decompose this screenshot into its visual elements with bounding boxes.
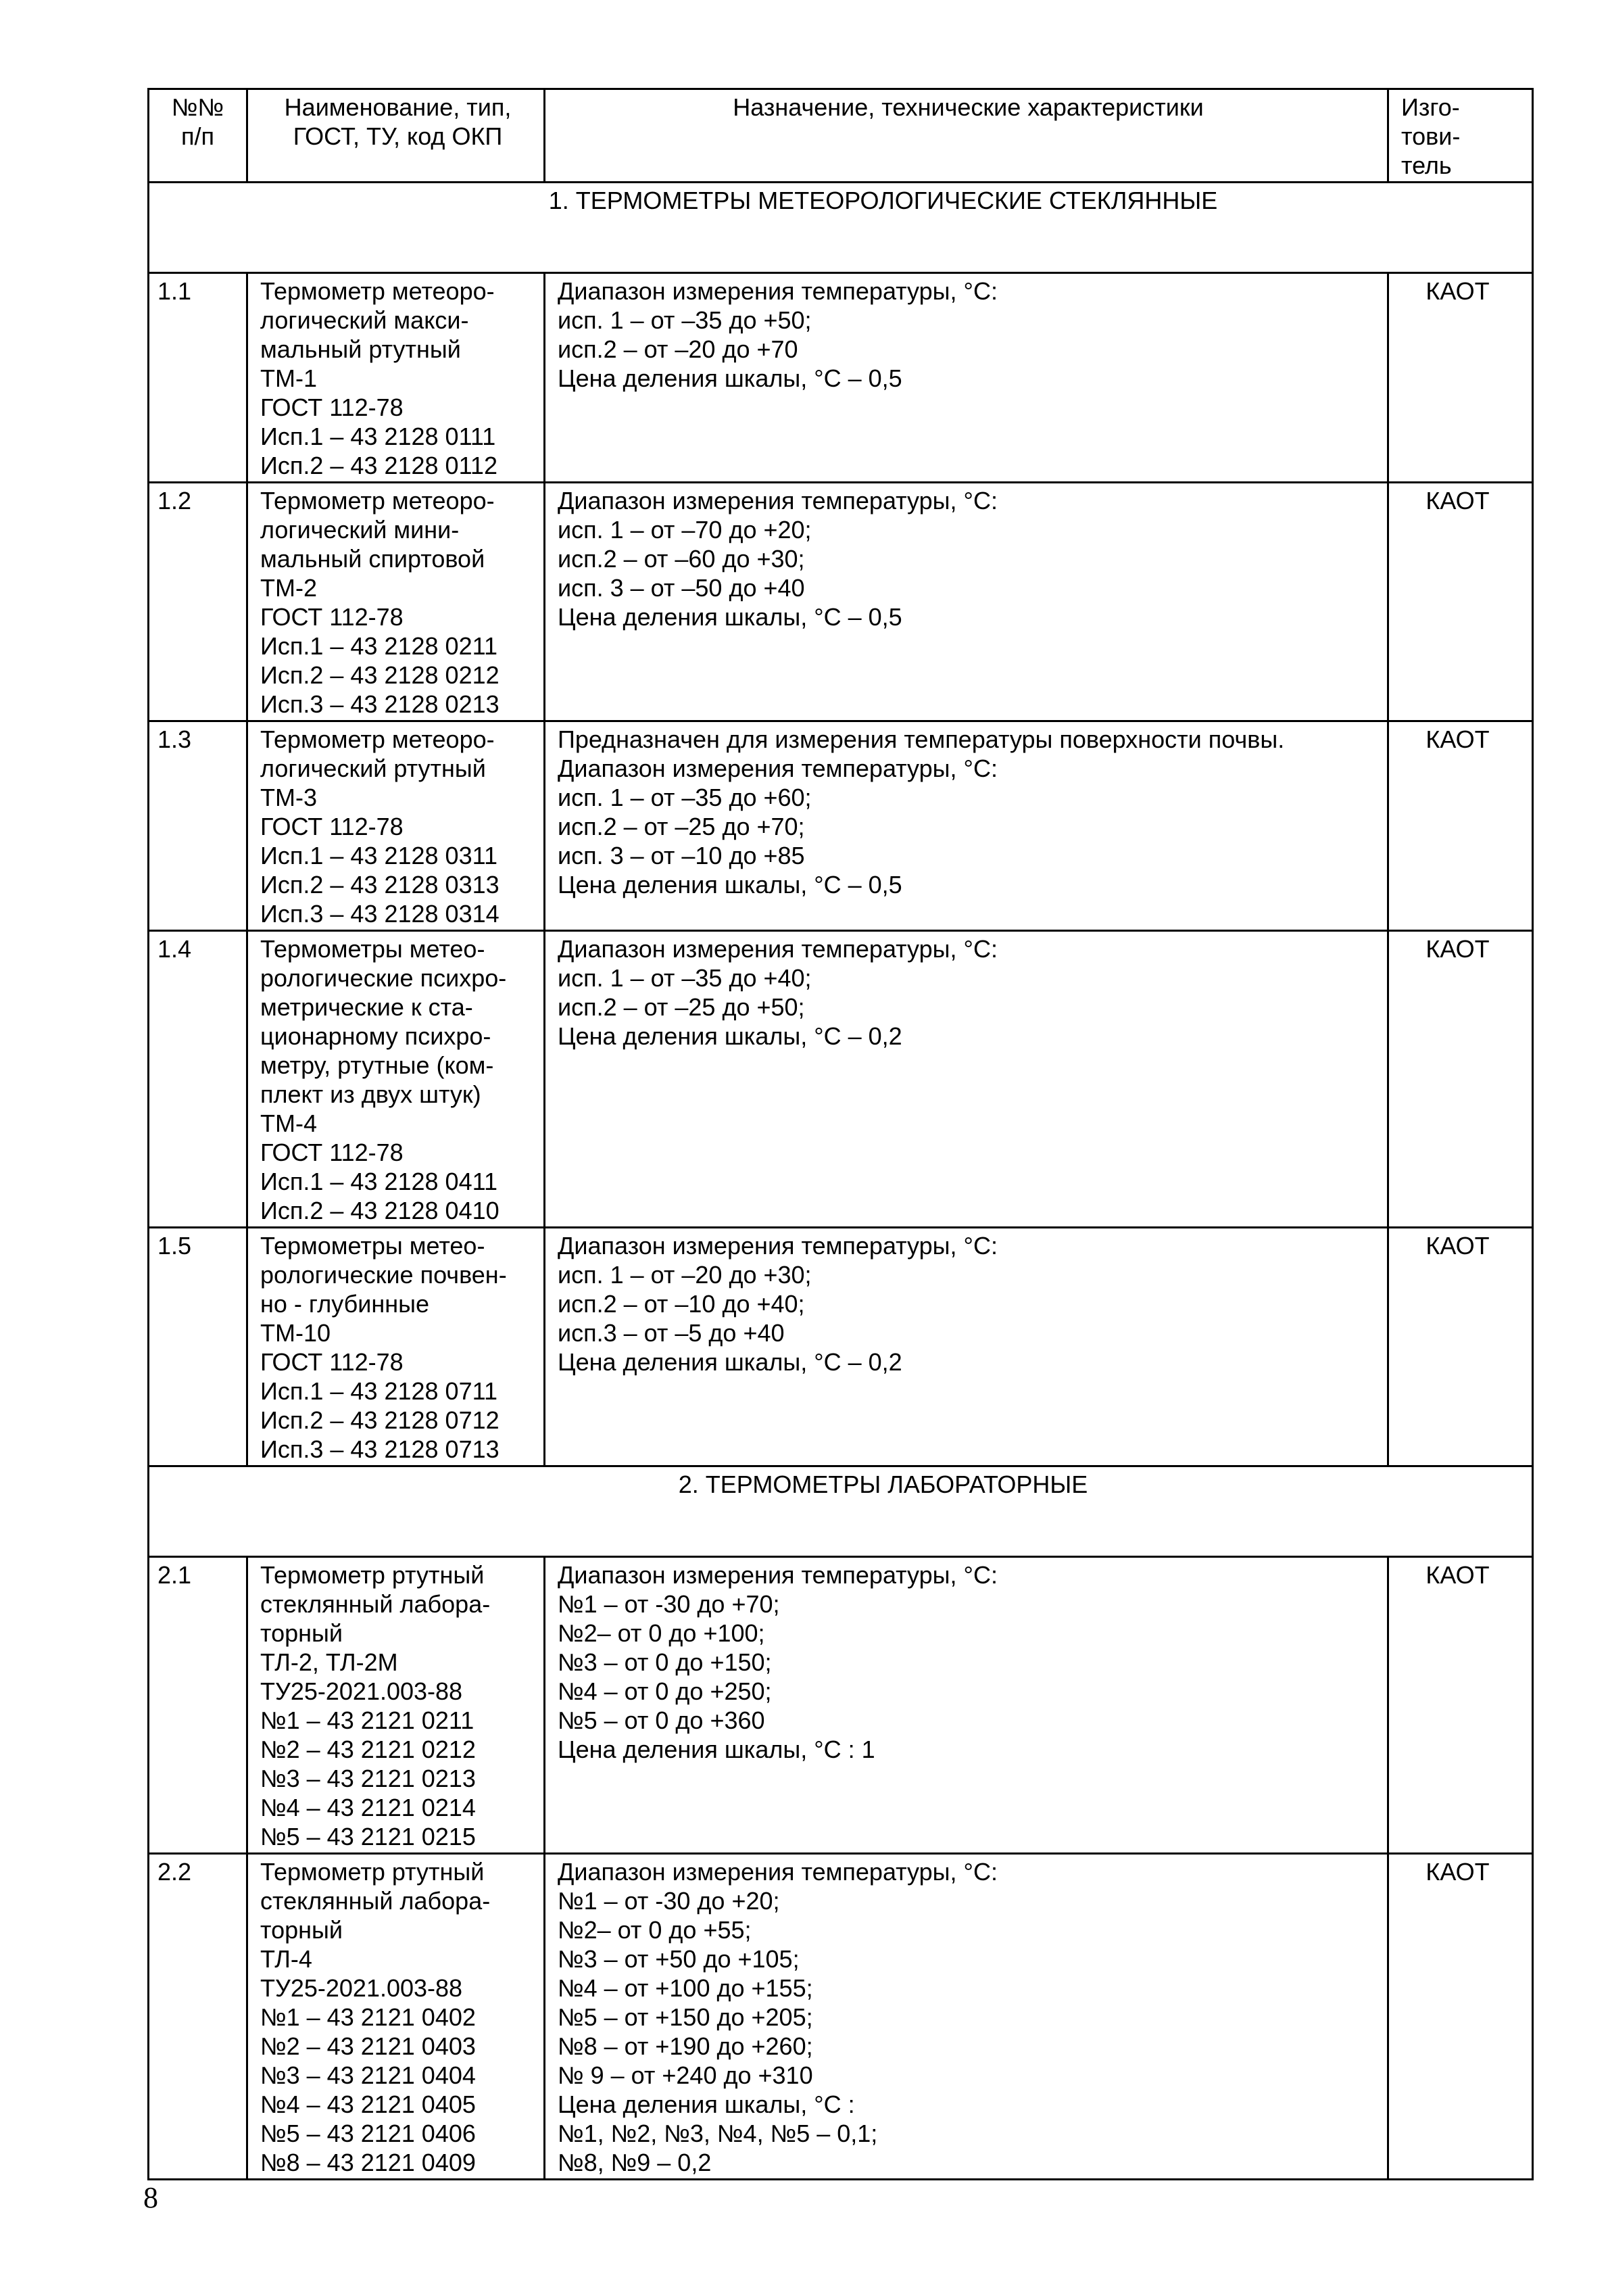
name-line: №4 – 43 2121 0405 — [260, 2090, 476, 2118]
purpose-line: № 9 – от +240 до +310 — [558, 2061, 813, 2089]
purpose-line: исп.2 – от –10 до +40; — [558, 1290, 805, 1318]
name-line: ТЛ-4 — [260, 1945, 312, 1973]
name-line: Термометр ртутный — [260, 1858, 485, 1886]
table-row — [149, 1557, 1533, 1854]
name-line: ТМ-4 — [260, 1109, 317, 1137]
name-line: Исп.3 – 43 2128 0213 — [260, 690, 500, 718]
item-maker: КАОТ — [1388, 1854, 1533, 2180]
purpose-line: исп. 1 – от –35 до +40; — [558, 964, 812, 992]
name-line: ГОСТ 112-78 — [260, 1348, 404, 1376]
name-line: Исп.3 – 43 2128 0314 — [260, 900, 500, 928]
header-purpose: Назначение, технические характеристики — [545, 89, 1388, 183]
item-number: 1.5 — [149, 1228, 247, 1466]
name-line: мальный ртутный — [260, 335, 461, 363]
name-line: торный — [260, 1619, 343, 1647]
item-purpose — [545, 1557, 1388, 1854]
name-line: Исп.2 – 43 2128 0410 — [260, 1197, 500, 1224]
purpose-line: №4 – от 0 до +250; — [558, 1677, 772, 1705]
item-number: 2.2 — [149, 1854, 247, 2180]
section-title: 1. ТЕРМОМЕТРЫ МЕТЕОРОЛОГИЧЕСКИЕ СТЕКЛЯННЫЕ — [149, 183, 1533, 273]
item-number: 1.1 — [149, 273, 247, 483]
name-line: ГОСТ 112-78 — [260, 393, 404, 421]
purpose-line: Цена деления шкалы, °С – 0,2 — [558, 1348, 902, 1376]
name-line: ТМ-3 — [260, 784, 317, 811]
item-name — [247, 931, 545, 1228]
purpose-line: №2– от 0 до +55; — [558, 1916, 752, 1944]
table-row — [149, 1854, 1533, 2180]
purpose-line: исп. 1 – от –35 до +50; — [558, 306, 812, 334]
item-number: 1.2 — [149, 483, 247, 721]
name-line: №1 – 43 2121 0211 — [260, 1706, 474, 1734]
name-line: Термометр метеоро- — [260, 277, 495, 305]
item-purpose — [545, 1228, 1388, 1466]
item-maker: КАОТ — [1388, 1228, 1533, 1466]
name-line: Исп.2 – 43 2128 0313 — [260, 871, 500, 899]
name-line: метру, ртутные (ком- — [260, 1051, 494, 1079]
name-line: ционарному психро- — [260, 1022, 491, 1050]
name-line: логический ртутный — [260, 755, 486, 782]
item-purpose — [545, 1854, 1388, 2180]
purpose-line: Цена деления шкалы, °С : 1 — [558, 1736, 875, 1763]
item-purpose — [545, 273, 1388, 483]
purpose-line: Диапазон измерения температуры, °С: — [558, 1561, 998, 1589]
item-number: 2.1 — [149, 1557, 247, 1854]
item-purpose — [545, 931, 1388, 1228]
item-number: 1.4 — [149, 931, 247, 1228]
item-purpose — [545, 721, 1388, 931]
name-line: плект из двух штук) — [260, 1080, 481, 1108]
purpose-line: исп. 1 – от –20 до +30; — [558, 1261, 812, 1289]
item-name — [247, 483, 545, 721]
item-number: 1.3 — [149, 721, 247, 931]
purpose-line: Диапазон измерения температуры, °С: — [558, 1232, 998, 1260]
table-row — [149, 931, 1533, 1228]
name-line: Исп.2 – 43 2128 0712 — [260, 1406, 500, 1434]
purpose-line: Диапазон измерения температуры, °С: — [558, 1858, 998, 1886]
purpose-line: Цена деления шкалы, °С – 0,2 — [558, 1022, 902, 1050]
name-line: №2 – 43 2121 0403 — [260, 2032, 476, 2060]
purpose-line: №3 – от 0 до +150; — [558, 1648, 772, 1676]
name-line: логический мини- — [260, 516, 460, 544]
item-name — [247, 721, 545, 931]
item-name — [247, 273, 545, 483]
purpose-line: Цена деления шкалы, °С – 0,5 — [558, 603, 902, 631]
item-maker: КАОТ — [1388, 1557, 1533, 1854]
name-line: Термометр метеоро- — [260, 487, 495, 515]
name-line: ТУ25-2021.003-88 — [260, 1677, 463, 1705]
section-row — [149, 1466, 1533, 1557]
section-row — [149, 183, 1533, 273]
thermometer-spec-table — [147, 88, 1534, 2180]
purpose-line: исп. 3 – от –50 до +40 — [558, 574, 805, 602]
purpose-line: Диапазон измерения температуры, °С: — [558, 277, 998, 305]
table-row — [149, 483, 1533, 721]
table-row — [149, 721, 1533, 931]
name-line: №1 – 43 2121 0402 — [260, 2003, 476, 2031]
name-line: Термометр метеоро- — [260, 725, 495, 753]
purpose-line: №5 – от 0 до +360 — [558, 1706, 765, 1734]
name-line: ГОСТ 112-78 — [260, 603, 404, 631]
name-line: Исп.2 – 43 2128 0212 — [260, 661, 500, 689]
name-line: Исп.1 – 43 2128 0211 — [260, 632, 497, 660]
item-maker: КАОТ — [1388, 483, 1533, 721]
item-purpose — [545, 483, 1388, 721]
purpose-line: Диапазон измерения температуры, °С: — [558, 755, 998, 782]
name-line: Исп.1 – 43 2128 0311 — [260, 842, 497, 869]
name-line: стеклянный лабора- — [260, 1887, 491, 1915]
name-line: №2 – 43 2121 0212 — [260, 1736, 476, 1763]
name-line: Термометр ртутный — [260, 1561, 485, 1589]
item-name — [247, 1228, 545, 1466]
purpose-line: №8 – от +190 до +260; — [558, 2032, 813, 2060]
purpose-line: исп. 1 – от –35 до +60; — [558, 784, 812, 811]
table-row — [149, 1228, 1533, 1466]
item-maker: КАОТ — [1388, 931, 1533, 1228]
purpose-line: исп.2 – от –20 до +70 — [558, 335, 798, 363]
header-num: №№ п/п — [149, 89, 247, 183]
name-line: метрические к ста- — [260, 993, 473, 1021]
name-line: ГОСТ 112-78 — [260, 1139, 404, 1166]
purpose-line: исп. 3 – от –10 до +85 — [558, 842, 805, 869]
table-header-row — [149, 89, 1533, 183]
name-line: №3 – 43 2121 0404 — [260, 2061, 476, 2089]
name-line: ТМ-1 — [260, 364, 317, 392]
section-title: 2. ТЕРМОМЕТРЫ ЛАБОРАТОРНЫЕ — [149, 1466, 1533, 1557]
purpose-line: Цена деления шкалы, °С – 0,5 — [558, 364, 902, 392]
purpose-line: исп.2 – от –60 до +30; — [558, 545, 805, 573]
header-maker: Изго- тови- тель — [1388, 89, 1533, 183]
header-name: Наименование, тип, ГОСТ, ТУ, код ОКП — [247, 89, 545, 183]
purpose-line: №2– от 0 до +100; — [558, 1619, 765, 1647]
name-line: Исп.1 – 43 2128 0711 — [260, 1377, 497, 1405]
name-line: ГОСТ 112-78 — [260, 813, 404, 840]
name-line: но - глубинные — [260, 1290, 430, 1318]
name-line: торный — [260, 1916, 343, 1944]
name-line: ТЛ-2, ТЛ-2М — [260, 1648, 398, 1676]
purpose-line: №4 – от +100 до +155; — [558, 1974, 813, 2002]
purpose-line: Цена деления шкалы, °С – 0,5 — [558, 871, 902, 899]
purpose-line: Предназначен для измерения температуры поверхности почвы. — [558, 725, 1285, 753]
purpose-line: №1, №2, №3, №4, №5 – 0,1; — [558, 2120, 878, 2147]
table-row — [149, 273, 1533, 483]
name-line: рологические почвен- — [260, 1261, 507, 1289]
purpose-line: исп.2 – от –25 до +50; — [558, 993, 805, 1021]
item-name — [247, 1557, 545, 1854]
page-number: 8 — [143, 2181, 158, 2214]
name-line: Исп.1 – 43 2128 0111 — [260, 423, 496, 450]
purpose-line: Диапазон измерения температуры, °С: — [558, 935, 998, 963]
name-line: Исп.2 – 43 2128 0112 — [260, 452, 497, 479]
name-line: Термометры метео- — [260, 935, 485, 963]
purpose-line: №1 – от -30 до +20; — [558, 1887, 780, 1915]
name-line: Исп.3 – 43 2128 0713 — [260, 1435, 500, 1463]
name-line: Термометры метео- — [260, 1232, 485, 1260]
purpose-line: исп.2 – от –25 до +70; — [558, 813, 805, 840]
name-line: ТУ25-2021.003-88 — [260, 1974, 463, 2002]
item-maker: КАОТ — [1388, 721, 1533, 931]
purpose-line: исп. 1 – от –70 до +20; — [558, 516, 812, 544]
purpose-line: №1 – от -30 до +70; — [558, 1590, 780, 1618]
purpose-line: Диапазон измерения температуры, °С: — [558, 487, 998, 515]
purpose-line: Цена деления шкалы, °С : — [558, 2090, 855, 2118]
name-line: рологические психро- — [260, 964, 507, 992]
name-line: ТМ-10 — [260, 1319, 331, 1347]
purpose-line: исп.3 – от –5 до +40 — [558, 1319, 785, 1347]
purpose-line: №3 – от +50 до +105; — [558, 1945, 800, 1973]
name-line: №5 – 43 2121 0215 — [260, 1823, 476, 1850]
name-line: Исп.1 – 43 2128 0411 — [260, 1168, 497, 1195]
name-line: стеклянный лабора- — [260, 1590, 491, 1618]
name-line: ТМ-2 — [260, 574, 317, 602]
name-line: мальный спиртовой — [260, 545, 485, 573]
name-line: №5 – 43 2121 0406 — [260, 2120, 476, 2147]
item-maker: КАОТ — [1388, 273, 1533, 483]
name-line: логический макси- — [260, 306, 469, 334]
purpose-line: №8, №9 – 0,2 — [558, 2149, 712, 2176]
purpose-line: №5 – от +150 до +205; — [558, 2003, 813, 2031]
name-line: №4 – 43 2121 0214 — [260, 1794, 476, 1821]
item-name — [247, 1854, 545, 2180]
name-line: №8 – 43 2121 0409 — [260, 2149, 476, 2176]
name-line: №3 – 43 2121 0213 — [260, 1765, 476, 1792]
